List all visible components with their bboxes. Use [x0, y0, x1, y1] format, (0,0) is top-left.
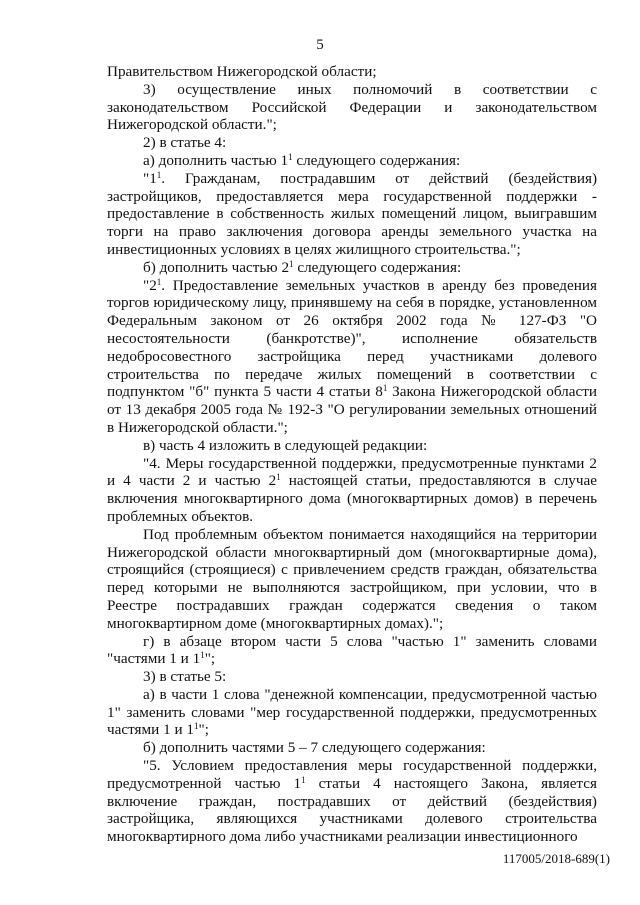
- paragraph: [107, 63, 597, 81]
- superscript: 1: [289, 258, 294, 269]
- paragraph-text: Правительством Нижегородской области;: [107, 63, 377, 80]
- paragraph: [107, 134, 597, 152]
- paragraph-text: следующего содержания:: [292, 151, 461, 169]
- paragraph-text: следующего содержания:: [293, 258, 462, 276]
- paragraph-text: а) дополнить частью 1: [143, 151, 289, 169]
- document-code: 117005/2018-689(1): [502, 851, 610, 866]
- paragraph-text: ";: [204, 650, 216, 668]
- document-body: [107, 63, 597, 846]
- paragraph: [107, 739, 597, 757]
- paragraph: [107, 455, 597, 526]
- paragraph-text: Закона Нижегородской области от 13 декабря 2005 года № 192-З "О регулировании земельных отношений в Нижегородской области.";: [107, 383, 597, 436]
- paragraph-text: б) дополнить частями 5 – 7 следующего содержания:: [143, 739, 486, 757]
- paragraph: [107, 668, 597, 686]
- superscript: 1: [200, 650, 205, 661]
- paragraph-text: "2: [143, 276, 157, 294]
- paragraph-text: б) дополнить частью 2: [143, 258, 290, 276]
- paragraph: [107, 81, 597, 134]
- page-number: 5: [316, 37, 324, 53]
- superscript: 1: [288, 151, 293, 162]
- superscript: 1: [276, 472, 281, 483]
- paragraph: [107, 757, 597, 846]
- paragraph: [107, 259, 597, 277]
- paragraph-text: "1: [143, 169, 157, 187]
- paragraph: [107, 633, 597, 669]
- paragraph-text: 3) в статье 5:: [143, 668, 227, 686]
- paragraph-text: Под проблемным объектом понимается находящийся на территории Нижегородской области многоквартирный дом (многоквартирные дома), строящийся (строящиеся) с привлечением средств граждан, обязательства перед которыми не выполняются застройщиком, при условии, что в Реестре пострадавших граждан содержатся сведения о таком многоквартирном доме (многоквартирных домах).";: [107, 525, 597, 632]
- superscript: 1: [156, 169, 162, 180]
- superscript: 1: [156, 276, 162, 287]
- paragraph: [107, 526, 597, 633]
- paragraph-text: "5. Условием предоставления меры государственной поддержки, предусмотренной частью 1: [107, 757, 597, 792]
- superscript: 1: [301, 774, 306, 785]
- paragraph-text: "4. Меры государственной поддержки, предусмотренные пунктами 2 и 4 части 2 и частью 2: [107, 454, 597, 490]
- paragraph: [107, 170, 597, 259]
- paragraph: [107, 277, 597, 437]
- superscript: 1: [194, 721, 199, 732]
- paragraph: [107, 437, 597, 455]
- paragraph-text: а) в части 1 слова "денежной компенсации, предусмотренной частью 1" заменить словами "мер государственной поддержки, предусмотренных частями 1 и 1: [107, 685, 597, 739]
- paragraph-text: ";: [198, 721, 209, 739]
- paragraph-text: настоящей статьи, предоставляются в случае включения многоквартирного дома (многоквартирных домов) в перечень проблемных объектов.: [107, 472, 597, 525]
- paragraph-text: в) часть 4 изложить в следующей редакции:: [143, 436, 428, 454]
- paragraph-text: 3) осуществление иных полномочий в соответствии с законодательством Российской Федерации и законодательством Нижегородской области.";: [107, 80, 597, 134]
- superscript: 1: [382, 383, 388, 394]
- paragraph-text: г) в абзаце втором части 5 слова "частью 1" заменить словами "частями 1 и 1: [107, 632, 597, 668]
- paragraph: [107, 686, 597, 739]
- paragraph-text: . Гражданам, пострадавшим от действий (бездействия) застройщиков, предоставляется мера государственной поддержки - предоставление в собственность жилых помещений лицом, выигравшим торги на право заключения договора аренды земельного участка на инвестиционных условиях в целях жилищного строительства.";: [107, 169, 597, 258]
- paragraph: [107, 152, 597, 170]
- paragraph-text: . Предоставление земельных участков в аренду без проведения торгов юридическому лицу, принявшему на себя в порядке, установленном Федеральным законом от 26 октября 2002 года № 127-ФЗ "О несостоятельности (банкротстве)", исполнение обязательств недобросовестного застройщика перед участниками долевого строительства по передаче жилых помещений в соответствии с подпунктом "б" пункта 5 части 4 статьи 8: [107, 276, 597, 401]
- paragraph-text: статьи 4 настоящего Закона, является включение граждан, пострадавших от действий (бездействия) застройщика, являющихся участниками долевого строительства многоквартирного дома либо участниками реализации инвестиционного: [107, 774, 597, 846]
- paragraph-text: 2) в статье 4:: [143, 134, 227, 152]
